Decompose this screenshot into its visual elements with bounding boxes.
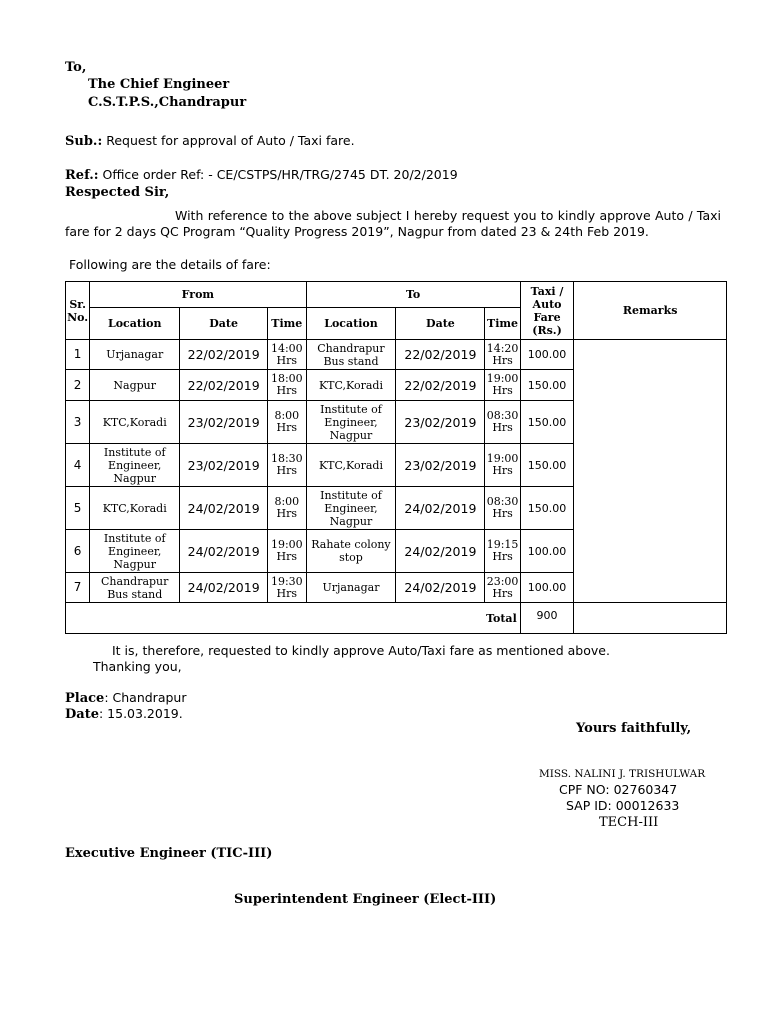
cell-to-location: KTC,Koradi — [306, 444, 396, 487]
table-row — [66, 340, 727, 370]
cell-from-date: 22/02/2019 — [180, 340, 268, 370]
date-line — [65, 706, 183, 722]
cell-to-time: 14:20 Hrs — [485, 340, 520, 370]
reference-label: Ref.: — [65, 168, 99, 183]
cell-from-date: 23/02/2019 — [180, 444, 268, 487]
recipient-title: The Chief Engineer — [88, 77, 230, 92]
cell-from-time: 19:00 Hrs — [268, 530, 306, 573]
cell-from-location: Chandrapur Bus stand — [90, 573, 180, 603]
cell-to-time: 19:15 Hrs — [485, 530, 520, 573]
header-fare: Taxi / Auto Fare (Rs.) — [520, 282, 574, 340]
yours-faithfully: Yours faithfully, — [576, 721, 692, 736]
cell-to-location: Chandrapur Bus stand — [306, 340, 396, 370]
header-from-date: Date — [180, 308, 268, 340]
cell-fare: 150.00 — [520, 401, 574, 444]
total-remarks-cell — [574, 603, 727, 634]
cell-fare: 100.00 — [520, 530, 574, 573]
header-remarks: Remarks — [574, 282, 727, 340]
cell-to-time: 08:30 Hrs — [485, 401, 520, 444]
cell-from-location: Nagpur — [90, 370, 180, 401]
cell-fare: 100.00 — [520, 340, 574, 370]
cell-sr: 7 — [66, 573, 90, 603]
reference-line — [65, 167, 458, 183]
cell-from-date: 23/02/2019 — [180, 401, 268, 444]
details-intro: Following are the details of fare: — [69, 257, 271, 272]
header-to: To — [306, 282, 520, 308]
subject-text: Request for approval of Auto / Taxi fare. — [102, 133, 355, 148]
date-label: Date — [65, 707, 99, 722]
cell-to-time: 19:00 Hrs — [485, 370, 520, 401]
cell-from-location: Urjanagar — [90, 340, 180, 370]
cell-to-time: 19:00 Hrs — [485, 444, 520, 487]
cell-sr: 2 — [66, 370, 90, 401]
cell-to-date: 22/02/2019 — [396, 370, 485, 401]
cell-from-date: 24/02/2019 — [180, 487, 268, 530]
sap-id: SAP ID: 00012633 — [566, 798, 680, 813]
cell-from-location: KTC,Koradi — [90, 487, 180, 530]
header-from: From — [90, 282, 306, 308]
cell-from-date: 24/02/2019 — [180, 573, 268, 603]
cell-sr: 1 — [66, 340, 90, 370]
cell-to-location: KTC,Koradi — [306, 370, 396, 401]
salutation: Respected Sir, — [65, 185, 170, 200]
cell-sr: 5 — [66, 487, 90, 530]
cell-to-time: 23:00 Hrs — [485, 573, 520, 603]
header-to-location: Location — [306, 308, 396, 340]
cell-fare: 150.00 — [520, 444, 574, 487]
executive-engineer: Executive Engineer (TIC-III) — [65, 846, 273, 861]
cell-from-date: 22/02/2019 — [180, 370, 268, 401]
cell-fare: 150.00 — [520, 487, 574, 530]
cell-sr: 3 — [66, 401, 90, 444]
header-from-time: Time — [268, 308, 306, 340]
cell-sr: 4 — [66, 444, 90, 487]
cell-from-date: 24/02/2019 — [180, 530, 268, 573]
cell-from-location: Institute of Engineer, Nagpur — [90, 530, 180, 573]
cell-to-location: Urjanagar — [306, 573, 396, 603]
header-to-date: Date — [396, 308, 485, 340]
closing-paragraph: It is, therefore, requested to kindly approve Auto/Taxi fare as mentioned above. — [112, 643, 610, 658]
cell-to-date: 22/02/2019 — [396, 340, 485, 370]
cpf-number: CPF NO: 02760347 — [559, 782, 678, 797]
cell-to-date: 24/02/2019 — [396, 573, 485, 603]
cell-to-location: Institute of Engineer, Nagpur — [306, 401, 396, 444]
header-to-time: Time — [485, 308, 520, 340]
cell-from-time: 19:30 Hrs — [268, 573, 306, 603]
reference-text: Office order Ref: - CE/CSTPS/HR/TRG/2745 DT. 20/2/2019 — [98, 167, 458, 182]
cell-to-date: 23/02/2019 — [396, 444, 485, 487]
superintendent-engineer: Superintendent Engineer (Elect-III) — [234, 892, 497, 907]
cell-fare: 150.00 — [520, 370, 574, 401]
total-row — [66, 603, 727, 634]
header-from-location: Location — [90, 308, 180, 340]
cell-from-time: 14:00 Hrs — [268, 340, 306, 370]
cell-to-time: 08:30 Hrs — [485, 487, 520, 530]
place-label: Place — [65, 691, 105, 706]
header-sr-no: Sr. No. — [66, 282, 90, 340]
recipient-org: C.S.T.P.S.,Chandrapur — [88, 95, 247, 110]
signer-name: MISS. NALINI J. TRISHULWAR — [539, 768, 706, 780]
cell-fare: 100.00 — [520, 573, 574, 603]
cell-to-location: Rahate colony stop — [306, 530, 396, 573]
place-value: : Chandrapur — [104, 690, 187, 705]
cell-from-time: 18:00 Hrs — [268, 370, 306, 401]
cell-from-time: 8:00 Hrs — [268, 487, 306, 530]
cell-from-time: 8:00 Hrs — [268, 401, 306, 444]
cell-from-location: Institute of Engineer, Nagpur — [90, 444, 180, 487]
cell-to-date: 24/02/2019 — [396, 487, 485, 530]
subject-line — [65, 133, 355, 149]
cell-to-location: Institute of Engineer, Nagpur — [306, 487, 396, 530]
department: TECH-III — [599, 815, 659, 830]
subject-label: Sub.: — [65, 134, 103, 149]
cell-sr: 6 — [66, 530, 90, 573]
place-line — [65, 690, 186, 706]
cell-from-location: KTC,Koradi — [90, 401, 180, 444]
total-label: Total — [66, 603, 521, 634]
cell-remarks — [574, 340, 727, 603]
total-value: 900 — [520, 603, 574, 634]
fare-table — [65, 281, 727, 634]
date-value: : 15.03.2019. — [98, 706, 183, 721]
body-paragraph: With reference to the above subject I hereby request you to kindly approve Auto / Taxi fare for 2 days QC Program “Quality Progress 2019”, Nagpur from dated 23 & 24th Feb 2019. — [65, 208, 721, 239]
thanking-line: Thanking you, — [93, 659, 182, 674]
to-label: To, — [65, 60, 87, 75]
cell-to-date: 24/02/2019 — [396, 530, 485, 573]
cell-from-time: 18:30 Hrs — [268, 444, 306, 487]
cell-to-date: 23/02/2019 — [396, 401, 485, 444]
